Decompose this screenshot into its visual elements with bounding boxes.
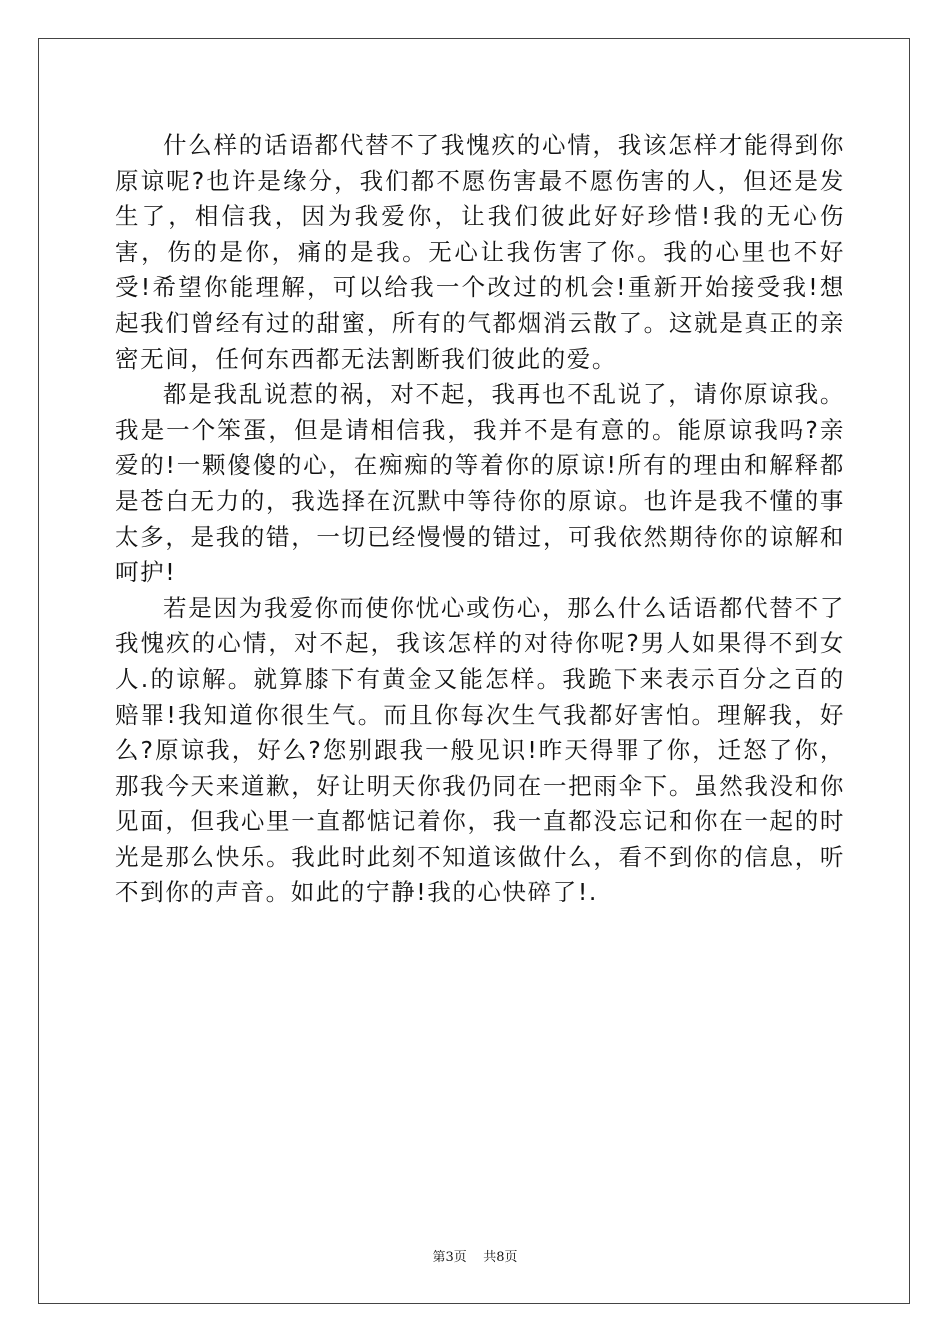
paragraph-1: 什么样的话语都代替不了我愧疚的心情，我该怎样才能得到你原谅呢?也许是缘分，我们都不愿伤害最不愿伤害的人，但还是发生了，相信我，因为我爱你，让我们彼此好好珍惜!我的无心伤害，伤的是你，痛的是我。无心让我伤害了你。我的心里也不好受!希望你能理解，可以给我一个改过的机会!重新开始接受我!想起我们曾经有过的甜蜜，所有的气都烟消云散了。这就是真正的亲密无间，任何东西都无法割断我们彼此的爱。 (115, 131, 845, 373)
document-body (115, 128, 845, 911)
paragraph-2: 都是我乱说惹的祸，对不起，我再也不乱说了，请你原谅我。我是一个笨蛋，但是请相信我，我并不是有意的。能原谅我吗?亲爱的!一颗傻傻的心，在痴痴的等着你的原谅!所有的理由和解释都是苍白无力的，我选择在沉默中等待你的原谅。也许是我不懂的事太多，是我的错，一切已经慢慢的错过，可我依然期待你的谅解和呵护! (115, 380, 845, 587)
paragraph-3: 若是因为我爱你而使你忧心或伤心，那么什么话语都代替不了我愧疚的心情，对不起，我该怎样的对待你呢?男人如果得不到女人.的谅解。就算膝下有黄金又能怎样。我跪下来表示百分之百的赔罪!我知道你很生气。而且你每次生气我都好害怕。理解我，好么?原谅我，好么?您别跟我一般见识!昨天得罪了你，迁怒了你，那我今天来道歉，好让明天你我仍同在一把雨伞下。虽然我没和你见面，但我心里一直都惦记着你，我一直都没忘记和你在一起的时光是那么快乐。我此时此刻不知道该做什么，看不到你的信息，听不到你的声音。如此的宁静!我的心快碎了!. (115, 593, 845, 907)
page-number: 第3页 共8页 (432, 1250, 518, 1265)
